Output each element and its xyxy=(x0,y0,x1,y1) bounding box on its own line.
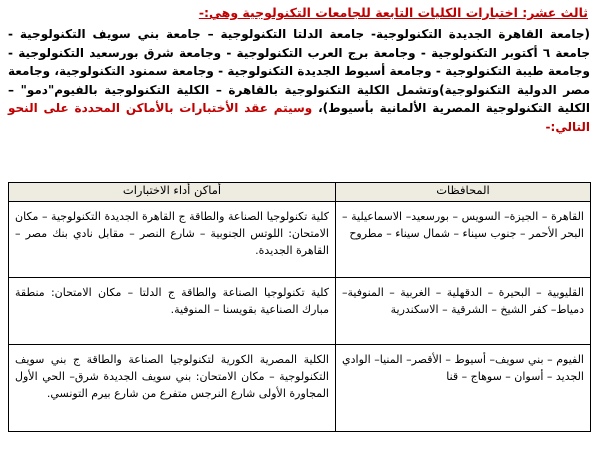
section-heading-text: ثالث عشر: اختبارات الكليات التابعة للجامعات التكنولوجية وهي:- xyxy=(198,5,588,20)
governorates-cell: الفيوم – بني سويف– أسيوط – الأقصر– المنيا– الوادي الجديد – أسوان – سوهاج – قنا xyxy=(336,345,591,432)
universities-paragraph xyxy=(8,25,590,136)
universities-paragraph-text: (جامعة القاهرة الجديدة التكنولوجية- جامعة الدلتا التكنولوجية – جامعة بني سويف التكنولوجية - جامعة ٦ أكتوبر التكنولوجية - وجامعة برج العرب التكنولوجية - وجامعة شرق بورسعيد التكنولوجية - وجامعة طيبة التكنولوجية - وجامعة أسيوط الجديدة التكنولوجية - وجامعة سمنود التكنولوجية، وجامعة مصر الدولية التكنولوجية)وتشمل الكلية التكنولوجية بالقاهرة – الكلية التكنولوجية بالفيوم"دمو" – الكلية التكنولوجية المصرية الألمانية بأسيوط)، xyxy=(8,27,591,115)
location-cell: كلية تكنولوجيا الصناعة والطاقة ج القاهرة الجديدة التكنولوجية – مكان الامتحان: اللوتس الجنوبية – شارع النصر – مقابل نادي بنك مصر – القاهرة الجديدة. xyxy=(9,202,336,278)
section-heading xyxy=(8,4,588,22)
governorates-cell: القاهرة – الجيزة– السويس – بورسعيد– الاسماعيلية – البحر الأحمر – جنوب سيناء – شمال سيناء – مطروح xyxy=(336,202,591,278)
location-cell: كلية تكنولوجيا الصناعة والطاقة ج الدلتا – مكان الامتحان: منطقة مبارك الصناعية بقويسنا – المنوفية. xyxy=(9,278,336,345)
exam-locations-table xyxy=(8,182,591,432)
table-header-row xyxy=(9,183,591,202)
table-row xyxy=(9,202,591,278)
governorates-cell: القليوبية – البحيرة – الدقهلية – الغربية – المنوفية– دمياط– كفر الشيخ – الشرقية – الاسكندرية xyxy=(336,278,591,345)
location-cell: الكلية المصرية الكورية لتكنولوجيا الصناعة والطاقة ج بني سويف التكنولوجية – مكان الامتحان: بني سويف الجديدة شرق– الحي الأول المجاورة الأولى شارع النرجس متفرع من شارع بيرم التونسي. xyxy=(9,345,336,432)
table-row xyxy=(9,345,591,432)
header-governorates: المحافظات xyxy=(336,183,591,202)
table-row xyxy=(9,278,591,345)
exam-locations-note: وسيتم عقد الأختبارات بالأماكن المحددة على النحو التالي:- xyxy=(8,101,590,134)
header-locations: أماكن أداء الاختبارات xyxy=(9,183,336,202)
